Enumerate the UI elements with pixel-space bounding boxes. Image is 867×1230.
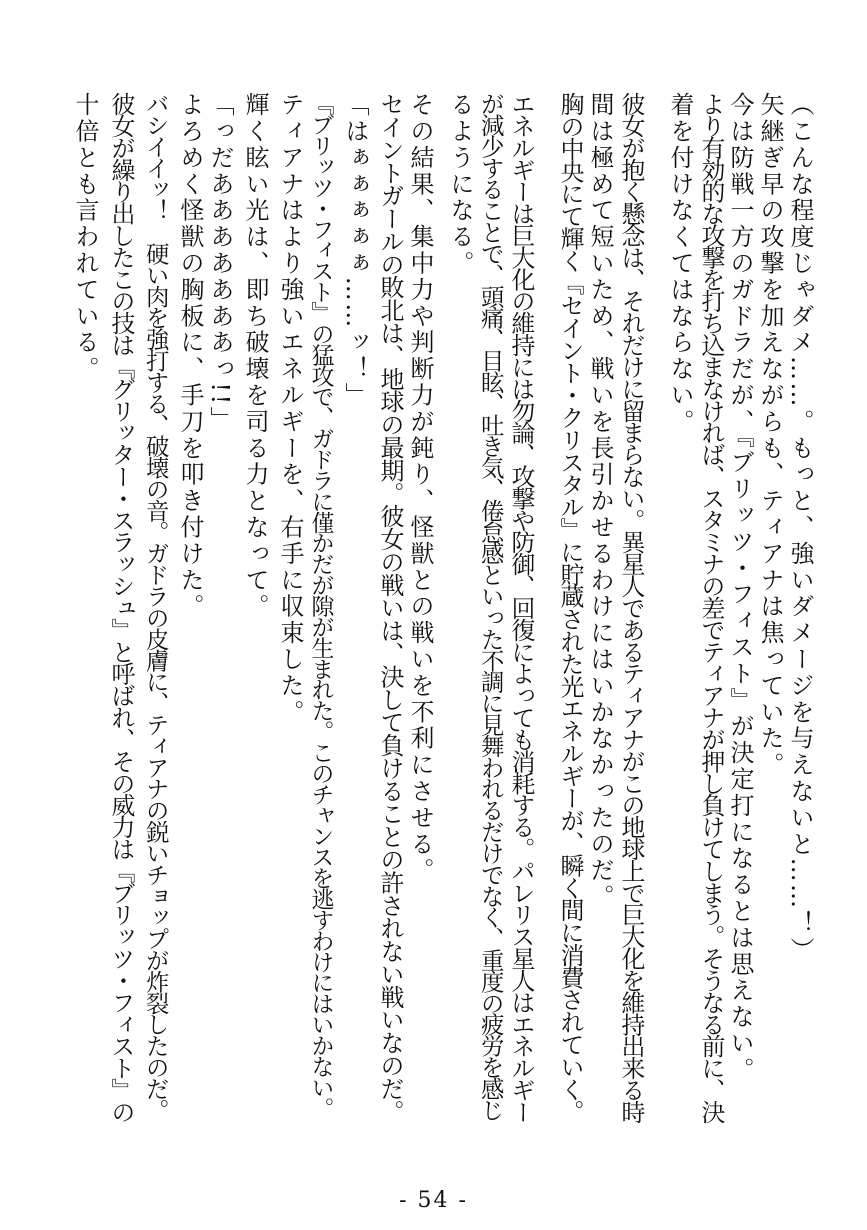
text-line: より有効的な攻撃を打ち込まなければ、スタミナの差でティアナが押し負けてしまう。そうなる前に、決 <box>696 92 725 1122</box>
text-line: その結果、集中力や判断力が鈍り、怪獣との戦いを不利にさせる。 <box>406 92 434 884</box>
text-line: よろめく怪獣の胸板に、手刀を叩き付けた。 <box>176 92 204 620</box>
text-line: 彼女が繰り出したこの技は『グリッター・スラッシュ』と呼ばれ、その威力は『ブリッツ・フィスト』の <box>106 92 135 1122</box>
text-line: 胸の中央にて輝く『セイント・クリスタル』に貯蔵された光エネルギーが、瞬く間に消費されていく。 <box>556 92 584 1122</box>
text-line: 輝く眩い光は、即ち破壊を司る力となって。 <box>241 92 269 620</box>
text-line: 『ブリッツ・フィスト』の猛攻で、ガドラに僅かだが隙が生まれた。このチャンスを逃すわけにはいかない。 <box>307 92 334 1118</box>
text-line: バシイイッ！ 硬い肉を強打する、破壊の音。ガドラの皮膚に、ティアナの鋭いチョップが炸裂したのだ。 <box>141 92 170 1120</box>
text-line: 今は防戦一方のガドラだが、『ブリッツ・フィスト』が決定打になるとは思えない。 <box>726 92 754 1084</box>
text-line: ティアナはより強いエネルギーを、右手に収束した。 <box>276 92 304 726</box>
text-line: 着を付けなくてはならない。 <box>666 92 694 436</box>
text-line: 彼女が抱く懸念は、それだけに留まらない。異星人であるティアナがこの地球上で巨大化を維持出来る時 <box>616 92 645 1122</box>
text-line: エネルギーは巨大化の維持には勿論、攻撃や防御、回復によっても消耗する。パレリス星人はエネルギー <box>506 92 535 1122</box>
text-line: 十倍とも言われている。 <box>71 92 99 383</box>
text-line: 矢継ぎ早の攻撃を加えながらも、ティアナは焦っていた。 <box>756 92 784 779</box>
text-line: 「はぁぁぁぁぁ……ッ！」 <box>341 92 369 409</box>
text-line: 「っだあああああああっ!!」 <box>206 92 234 433</box>
text-line: 間は極めて短いため、戦いを長引かせるわけにはいかなかったのだ。 <box>586 92 614 911</box>
text-line: セイントガールの敗北は、地球の最期。彼女の戦いは、決して負けることの許されない戦いなのだ。 <box>376 92 404 1123</box>
text-line: （こんな程度じゃダメ……。もっと、強いダメージを与えないと……！） <box>786 92 814 964</box>
text-line: が減少することで、頭痛、目眩、吐き気、倦怠感といった不調に見舞われるだけでなく、重度の疲労を感じ <box>476 92 505 1120</box>
page-number: - 54 - <box>399 1188 468 1213</box>
text-line: るようになる。 <box>446 92 474 277</box>
